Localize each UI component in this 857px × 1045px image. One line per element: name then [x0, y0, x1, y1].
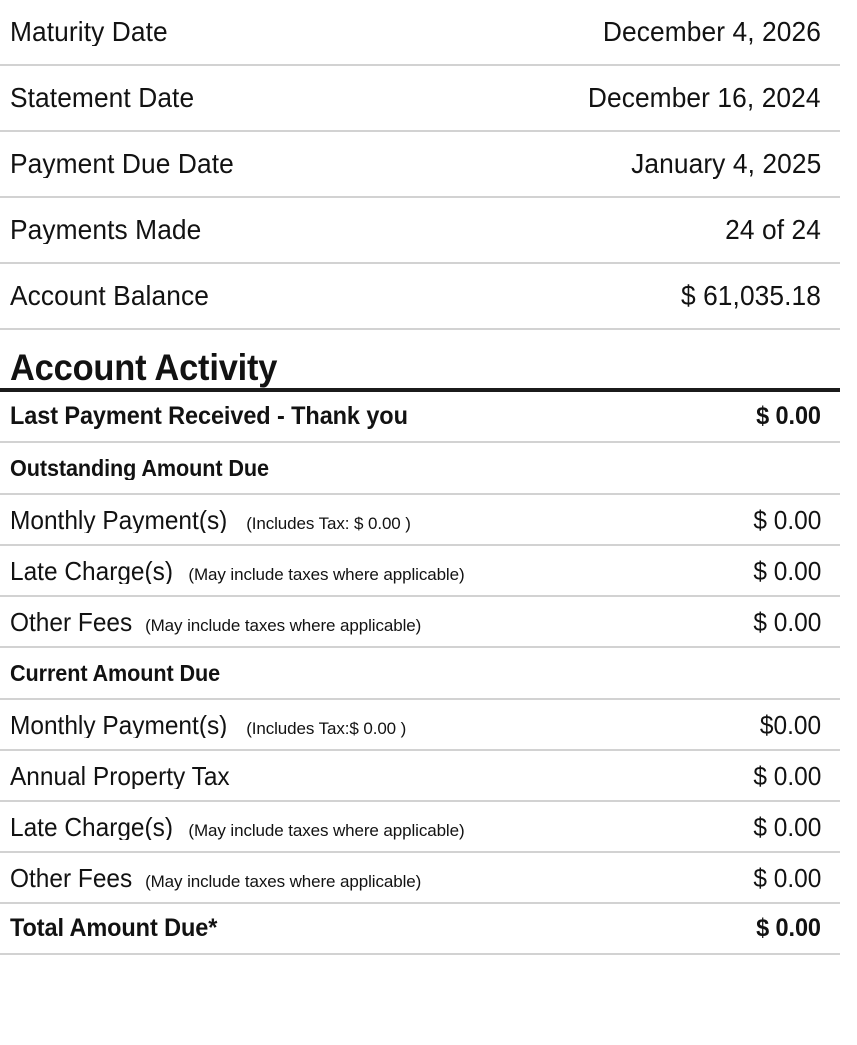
table-row [0, 751, 840, 802]
activity-label: Monthly Payment(s) (Includes Tax: $ 0.00 ) [10, 506, 411, 533]
table-row [0, 700, 840, 751]
table-row [0, 132, 840, 198]
table-row [0, 597, 840, 648]
activity-label: Late Charge(s) (May include taxes where applicable) [10, 557, 465, 584]
activity-label: Other Fees (May include taxes where applicable) [10, 864, 422, 891]
activity-value: $ 0.00 [753, 811, 821, 842]
page-title: Account Activity [10, 347, 278, 389]
activity-label: Total Amount Due* [10, 916, 218, 941]
table-row [0, 0, 840, 66]
activity-label: Monthly Payment(s) (Includes Tax:$ 0.00 ) [10, 711, 407, 738]
summary-label: Payment Due Date [10, 150, 234, 178]
table-subheader-row [0, 648, 840, 700]
activity-label: Other Fees (May include taxes where applicable) [10, 608, 422, 635]
summary-label: Statement Date [10, 84, 195, 112]
activity-note: (May include taxes where applicable) [145, 871, 422, 891]
activity-value: $ 0.00 [753, 606, 821, 637]
summary-label: Maturity Date [10, 18, 168, 46]
activity-value: $ 0.00 [753, 862, 821, 893]
activity-value: $ 0.00 [756, 914, 821, 942]
account-activity-table [0, 392, 857, 955]
activity-note: (May include taxes where applicable) [188, 564, 465, 584]
activity-value [809, 660, 821, 686]
summary-value: January 4, 2025 [630, 148, 821, 179]
table-row [0, 853, 840, 904]
activity-value: $ 0.00 [753, 504, 821, 535]
activity-note: (May include taxes where applicable) [145, 615, 422, 635]
summary-value: December 4, 2026 [602, 16, 821, 47]
table-subheader-row [0, 443, 840, 495]
activity-note: (Includes Tax: $ 0.00 ) [246, 513, 411, 533]
table-row [0, 904, 840, 955]
table-row [0, 198, 840, 264]
activity-value: $ 0.00 [753, 555, 821, 586]
activity-label: Current Amount Due [10, 661, 221, 685]
table-row [0, 495, 840, 546]
activity-label: Last Payment Received - Thank you [10, 404, 408, 429]
summary-label: Payments Made [10, 216, 202, 244]
summary-value: December 16, 2024 [588, 82, 821, 113]
summary-value: 24 of 24 [725, 214, 821, 245]
activity-value: $ 0.00 [753, 760, 821, 791]
table-row [0, 264, 840, 330]
table-row [0, 66, 840, 132]
activity-label: Late Charge(s) (May include taxes where applicable) [10, 813, 465, 840]
summary-label: Account Balance [10, 282, 209, 310]
table-row [0, 546, 840, 597]
activity-value [809, 455, 821, 481]
activity-note: (Includes Tax:$ 0.00 ) [246, 718, 407, 738]
activity-value: $0.00 [759, 709, 821, 740]
table-row [0, 392, 840, 443]
activity-value: $ 0.00 [756, 402, 821, 430]
account-activity-heading-container [0, 330, 840, 392]
account-summary-table [0, 0, 857, 330]
activity-note: (May include taxes where applicable) [188, 820, 465, 840]
activity-label: Annual Property Tax [10, 762, 230, 789]
activity-label: Outstanding Amount Due [10, 456, 269, 480]
table-row [0, 802, 840, 853]
summary-value: $ 61,035.18 [680, 280, 821, 311]
